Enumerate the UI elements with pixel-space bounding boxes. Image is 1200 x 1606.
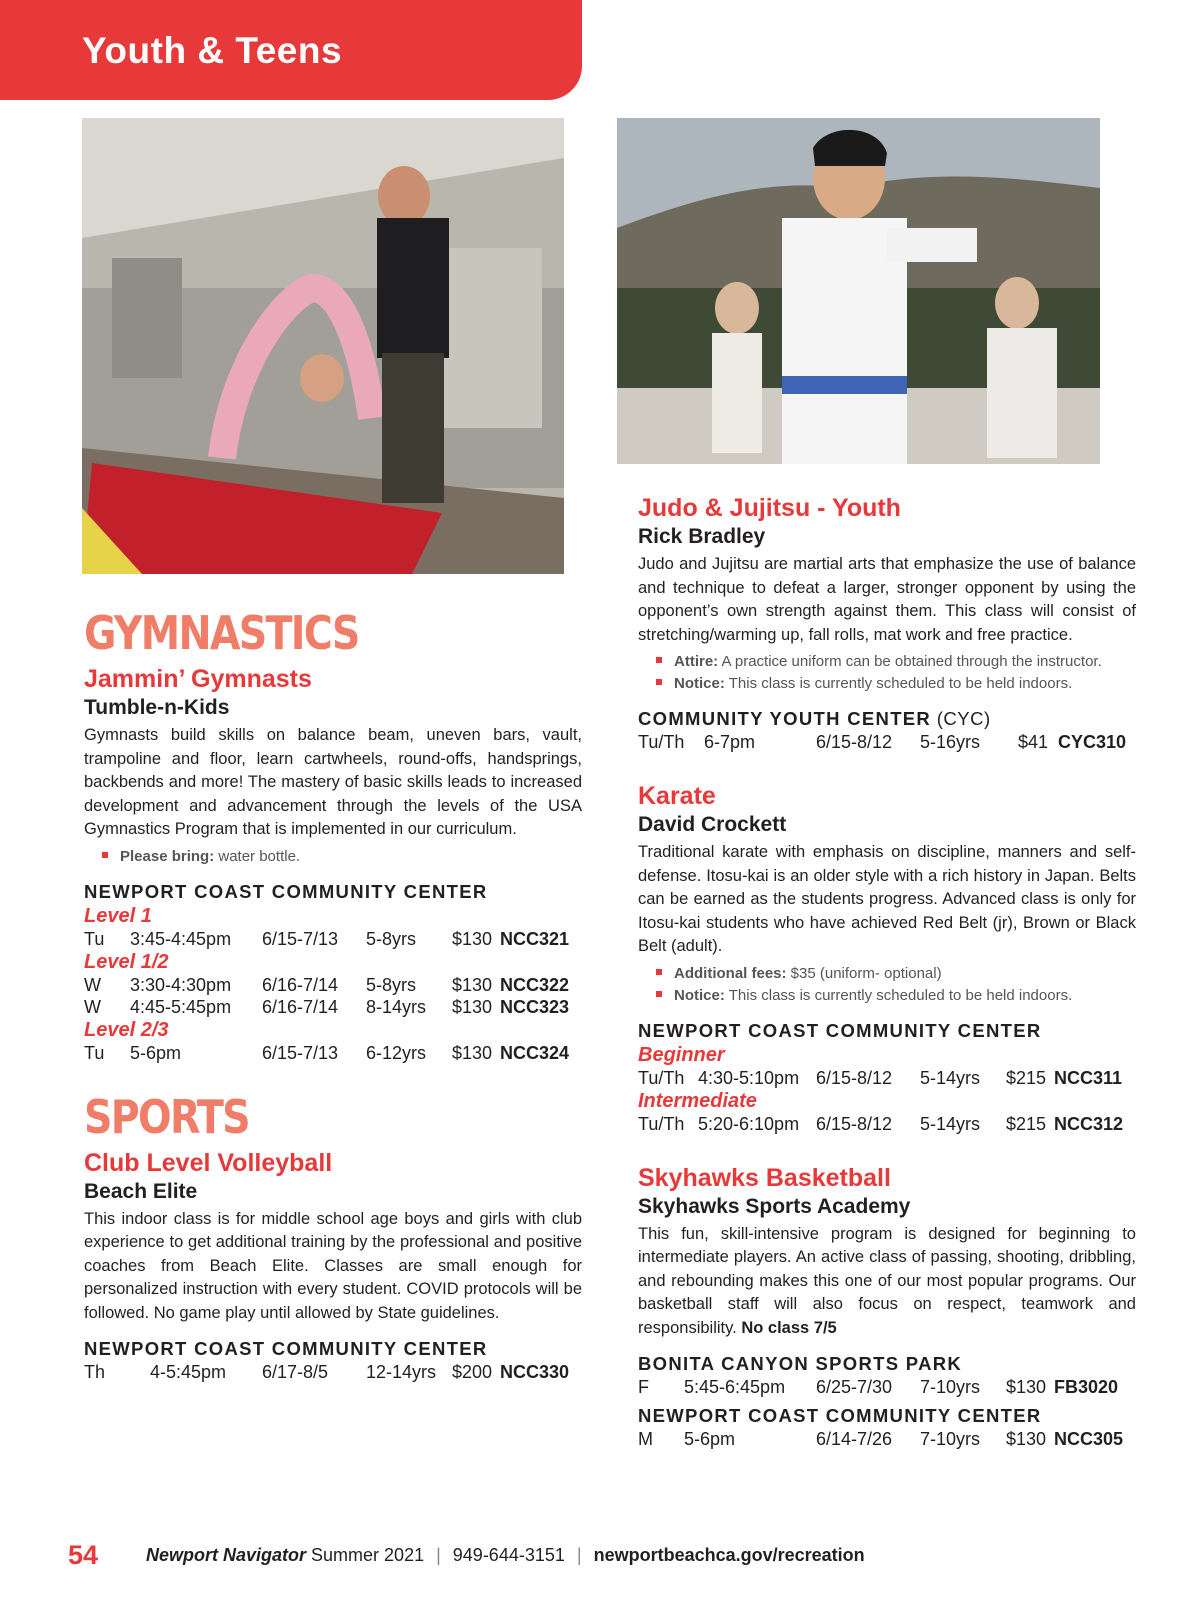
basketball-location: BONITA CANYON SPORTS PARK	[638, 1353, 963, 1374]
karate-level-label: Beginner	[638, 1043, 725, 1066]
sports-heading: SPORTS	[84, 1089, 249, 1144]
karate-photo	[617, 118, 1100, 464]
course-code: NCC324	[500, 1042, 570, 1063]
page-footer	[68, 1535, 1168, 1575]
bullet-square-icon	[656, 679, 662, 685]
schedule-row: Tu/Th 5:20-6:10pm 6/15-8/12 5-14yrs $215 NCC312	[638, 1113, 1124, 1134]
schedule-row: F 5:45-6:45pm 6/25-7/30 7-10yrs $130 FB3020	[638, 1377, 1119, 1397]
judo-instructor: Rick Bradley	[638, 525, 766, 548]
schedule-row: Tu/Th 4:30-5:10pm 6/15-8/12 5-14yrs $215 NCC311	[638, 1067, 1123, 1088]
schedule-row: M 5-6pm 6/14-7/26 7-10yrs $130 NCC305	[638, 1429, 1124, 1449]
bullet-square-icon	[656, 991, 662, 997]
course-code: NCC330	[500, 1362, 570, 1382]
footer-phone: 949-644-3151	[452, 1545, 565, 1565]
gymnastics-description: Gymnasts build skills on balance beam, uneven bars, vault, trampoline and floor, learn cartwheels, round-offs, handsprings, backbends and more! The mastery of basic skills leads to increased development and advancement through the levels of the USA Gymnastics Program that is implemented in our curriculum.	[84, 726, 582, 838]
volleyball-location: NEWPORT COAST COMMUNITY CENTER	[84, 1338, 488, 1359]
gymnastics-level-label: Level 1	[84, 904, 152, 927]
judo-bullet: Attire: A practice uniform can be obtained through the instructor.	[638, 651, 1136, 673]
course-code: FB3020	[1054, 1377, 1119, 1397]
gymnastics-heading: GYMNASTICS	[84, 606, 359, 660]
gymnastics-location: NEWPORT COAST COMMUNITY CENTER	[84, 880, 488, 902]
judo-bullet: Notice: This class is currently scheduled to be held indoors.	[638, 673, 1136, 695]
gymnastics-program-title: Jammin’ Gymnasts	[84, 665, 312, 693]
schedule-row: Tu 3:45-4:45pm 6/15-7/13 5-8yrs $130 NCC321	[84, 928, 570, 949]
judo-description: Judo and Jujitsu are martial arts that emphasize the use of balance and technique to defeat a larger, stronger opponent by using the opponent’s own strength against them. This class will consist of stretching/warming up, fall rolls, mat work and free practice.	[638, 555, 1136, 644]
karate-instructor: David Crockett	[638, 813, 787, 836]
basketball-description: This fun, skill-intensive program is designed for beginning to intermediate players. An active class of passing, shooting, dribbling, and rebounding makes this one of our most popular programs. Our basketball staff will also focus on respect, teamwork and responsibility. No class 7/5	[638, 1224, 1136, 1337]
course-code: NCC311	[1054, 1067, 1123, 1088]
footer-info: Newport Navigator Summer 2021 | 949-644-3151 | newportbeachca.gov/recreation	[146, 1545, 865, 1565]
volleyball-program-title: Club Level Volleyball	[84, 1148, 333, 1177]
gymnastics-photo	[82, 118, 564, 574]
gymnastics-level-label: Level 2/3	[84, 1018, 169, 1041]
schedule-row: Tu 5-6pm 6/15-7/13 6-12yrs $130 NCC324	[84, 1042, 570, 1063]
footer-url[interactable]: newportbeachca.gov/recreation	[593, 1545, 865, 1565]
course-code: NCC312	[1054, 1113, 1124, 1134]
bullet-square-icon	[102, 852, 108, 858]
basketball-instructor: Skyhawks Sports Academy	[638, 1194, 911, 1218]
karate-location: NEWPORT COAST COMMUNITY CENTER	[638, 1019, 1042, 1041]
schedule-row: W 3:30-4:30pm 6/16-7/14 5-8yrs $130 NCC322	[84, 974, 570, 995]
karate-bullet: Additional fees: $35 (uniform- optional)	[638, 963, 1136, 985]
judo-location: COMMUNITY YOUTH CENTER (CYC)	[638, 708, 991, 729]
banner-title: Youth & Teens	[82, 30, 343, 71]
karate-description: Traditional karate with emphasis on discipline, manners and self-defense. Itosu-kai is an older style with a rich history in Japan. Belts can be earned as the students progress. Advanced class is only for Itosu-kai students who have achieved Red Belt (jr), Brown or Black Belt (adult).	[638, 843, 1136, 955]
section-banner	[0, 0, 582, 100]
schedule-row: Th 4-5:45pm 6/17-8/5 12-14yrs $200 NCC330	[84, 1362, 570, 1382]
volleyball-instructor: Beach Elite	[84, 1179, 198, 1203]
course-code: NCC305	[1054, 1429, 1124, 1449]
right-column	[638, 493, 1136, 1450]
karate-level-label: Intermediate	[638, 1089, 757, 1112]
course-code: NCC323	[500, 996, 570, 1017]
schedule-row: W 4:45-5:45pm 6/16-7/14 8-14yrs $130 NCC323	[84, 996, 570, 1017]
schedule-row: Tu/Th 6-7pm 6/15-8/12 5-16yrs $41 CYC310	[638, 732, 1127, 752]
bullet-square-icon	[656, 657, 662, 663]
basketball-location: NEWPORT COAST COMMUNITY CENTER	[638, 1405, 1042, 1426]
gymnastics-level-label: Level 1/2	[84, 950, 169, 973]
basketball-program-title: Skyhawks Basketball	[638, 1163, 891, 1192]
volleyball-description: This indoor class is for middle school age boys and girls with club experience to get additional training by the professional and positive coaches from Beach Elite. Classes are small enough for personalized instruction with every student. COVID protocols will be followed. No game play until allowed by State guidelines.	[84, 1209, 582, 1322]
course-code: NCC321	[500, 928, 570, 949]
page-number: 54	[68, 1540, 99, 1570]
karate-bullet: Notice: This class is currently scheduled to be held indoors.	[638, 985, 1136, 1007]
basketball-note: No class 7/5	[736, 1318, 837, 1337]
gymnastics-bullet: Please bring: water bottle.	[84, 846, 582, 868]
course-code: NCC322	[500, 974, 570, 995]
left-column	[84, 608, 582, 1383]
gymnastics-instructor: Tumble-n-Kids	[84, 696, 230, 719]
karate-program-title: Karate	[638, 782, 716, 810]
judo-program-title: Judo & Jujitsu - Youth	[638, 494, 901, 522]
magazine-name: Newport Navigator	[146, 1545, 307, 1565]
course-code: CYC310	[1058, 732, 1127, 752]
bullet-square-icon	[656, 969, 662, 975]
